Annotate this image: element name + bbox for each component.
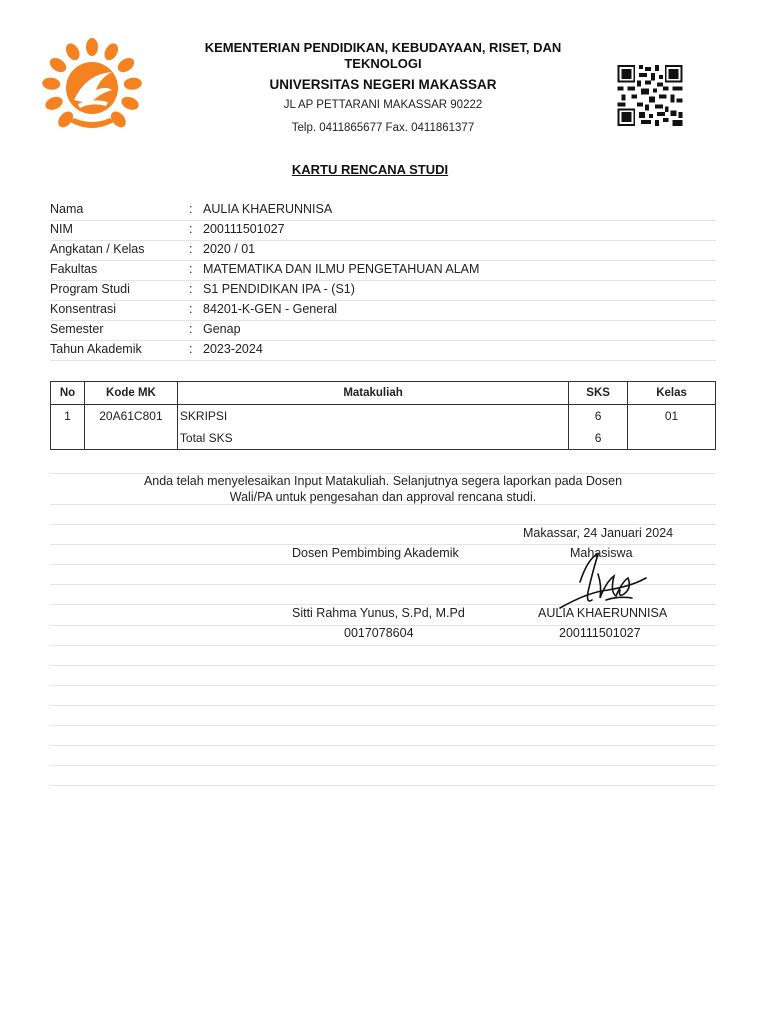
ruled-line [50, 745, 716, 746]
university-name: UNIVERSITAS NEGERI MAKASSAR [269, 77, 497, 92]
info-value: Genap [203, 322, 241, 336]
document-title: KARTU RENCANA STUDI [291, 162, 449, 177]
signature-icon [558, 552, 650, 614]
info-row [50, 240, 716, 261]
place-date: Makassar, 24 Januari 2024 [523, 526, 674, 540]
ministry-name: KEMENTERIAN PENDIDIKAN, KEBUDAYAAN, RISET, DAN TEKNOLOGI [204, 40, 562, 71]
university-address: JL AP PETTARANI MAKASSAR 90222 [283, 99, 483, 111]
header-matakuliah: Matakuliah [177, 382, 568, 405]
info-value: 2020 / 01 [203, 242, 256, 256]
cell-kelas: 01 [628, 405, 716, 428]
info-row [50, 320, 716, 341]
note-line-2: Wali/PA untuk pengesahan dan approval rencana studi. [229, 490, 537, 504]
info-row [50, 200, 716, 221]
header-sks: SKS [569, 382, 628, 405]
cell-sks: 6 [569, 405, 628, 428]
info-value: 200111501027 [203, 222, 285, 236]
info-label: Program Studi [50, 282, 130, 296]
info-row [50, 260, 716, 281]
info-row [50, 220, 716, 241]
info-label: Nama [50, 202, 84, 216]
info-colon: : [189, 302, 193, 316]
ruled-line [50, 645, 716, 646]
total-label: Total SKS [177, 427, 568, 450]
info-colon: : [189, 342, 193, 356]
ruled-line [50, 765, 716, 766]
cell-matakuliah: SKRIPSI [177, 405, 568, 428]
info-label: Angkatan / Kelas [50, 242, 145, 256]
total-row [51, 427, 716, 450]
ruled-line [50, 524, 716, 525]
ruled-line [50, 705, 716, 706]
info-colon: : [189, 322, 193, 336]
total-sks: 6 [569, 427, 628, 450]
info-value: AULIA KHAERUNNISA [203, 202, 333, 216]
student-sign-id: 200111501027 [559, 626, 641, 640]
advisor-name: Sitti Rahma Yunus, S.Pd, M.Pd [292, 606, 465, 620]
advisor-role: Dosen Pembimbing Akademik [292, 546, 459, 560]
table-header-row [51, 382, 716, 405]
course-table [50, 381, 716, 450]
info-colon: : [189, 242, 193, 256]
info-colon: : [189, 282, 193, 296]
info-row [50, 340, 716, 361]
info-row [50, 280, 716, 301]
info-row [50, 300, 716, 321]
ruled-line [50, 785, 716, 786]
advisor-id: 0017078604 [344, 626, 414, 640]
info-value: S1 PENDIDIKAN IPA - (S1) [203, 282, 355, 296]
ruled-line [50, 665, 716, 666]
student-role: Mahasiswa [570, 546, 633, 560]
info-value: 84201-K-GEN - General [203, 302, 338, 316]
info-colon: : [189, 262, 193, 276]
info-value: MATEMATIKA DAN ILMU PENGETAHUAN ALAM [203, 262, 480, 276]
info-label: Konsentrasi [50, 302, 117, 316]
info-value: 2023-2024 [203, 342, 263, 356]
info-label: NIM [50, 222, 73, 236]
student-sign-name: AULIA KHAERUNNISA [538, 606, 668, 620]
ruled-line [50, 725, 716, 726]
header-kelas: Kelas [628, 382, 716, 405]
header-kode: Kode MK [84, 382, 177, 405]
ruled-line [50, 544, 716, 545]
ruled-line [50, 685, 716, 686]
info-label: Semester [50, 322, 104, 336]
header-no: No [51, 382, 85, 405]
info-colon: : [189, 222, 193, 236]
info-label: Fakultas [50, 262, 98, 276]
table-row [51, 405, 716, 428]
instruction-note [50, 473, 716, 505]
cell-kode: 20A61C801 [84, 405, 177, 428]
info-label: Tahun Akademik [50, 342, 142, 356]
cell-no: 1 [51, 405, 85, 428]
qr-code-icon [617, 65, 683, 126]
info-colon: : [189, 202, 193, 216]
university-logo-icon [40, 38, 144, 134]
note-line-1: Anda telah menyelesaikan Input Matakuliah. Selanjutnya segera laporkan pada Dosen [143, 474, 623, 488]
university-phone: Telp. 0411865677 Fax. 0411861377 [291, 122, 475, 134]
